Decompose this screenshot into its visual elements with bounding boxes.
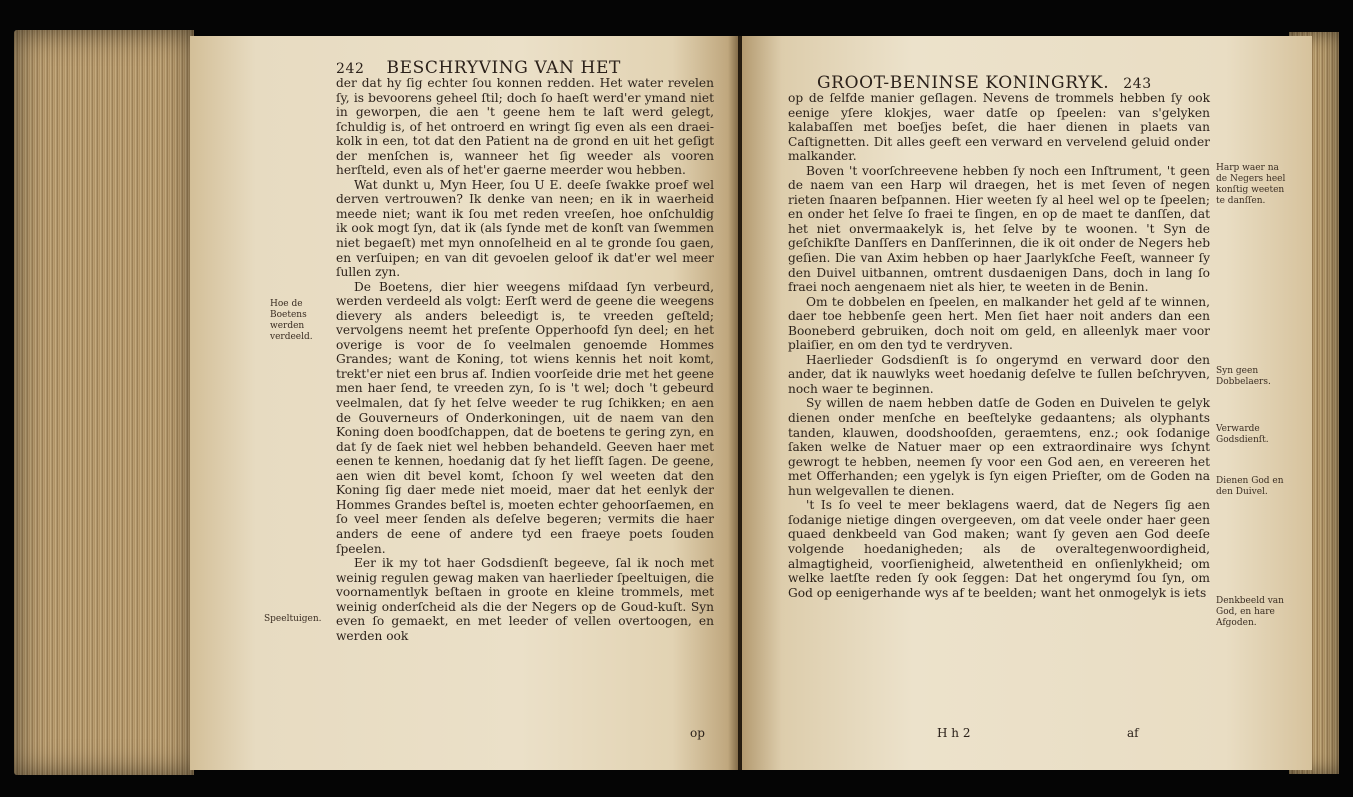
right-margin-note: Denkbeeld van God, en hare Afgoden. xyxy=(1216,596,1284,628)
right-catchword: af xyxy=(1127,726,1139,740)
right-page xyxy=(742,36,1312,770)
right-margin-note: Dienen God en den Duivel. xyxy=(1216,476,1284,497)
right-paragraph: Haerlieder Godsdienſt is ſo ongerymd en verward door den ander, dat ik nauwlyks weet hoedanig deſelve te ſullen beſchryven, noch waer te beginnen. xyxy=(788,352,1210,396)
left-running-head xyxy=(336,58,621,78)
left-head-title: BESCHRYVING VAN HET xyxy=(386,58,621,78)
right-margin-note: Harp waer na de Negers heel konſtig weeten te danſſen. xyxy=(1216,163,1286,206)
right-page-number: 243 xyxy=(1123,76,1152,92)
left-paragraph: Wat dunkt u, Myn Heer, ſou U E. deeſe ſwakke proef wel derven vertrouwen? Ik denke van neen; en ik in waerheid meede niet; want ik ſou met reden vreeſen, hoe onſchuldig ik ook mogt ſyn, dat ik (als ſynde met de konſt van ſwemmen niet begaeſt) met myn onnoſelheid en al te gronde ſou gaen, en verſuipen; en van dit gevoelen geloof ik dat'er wel meer ſullen zyn. xyxy=(336,177,714,280)
right-paragraph: Boven 't voorſchreevene hebben ſy noch een Inſtrument, 't geen de naem van een Harp wil draegen, het is met ſeven of negen rieten ſnaaren beſpannen. Hier weeten ſy al heel wel op te ſpeelen; en onder het ſelve ſo fraei te ſingen, en op de maet te danſſen, dat het niet onvermaakelyk is, het ſelve by te woonen. 't Syn de geſchikſte Danſſers en Danſſerinnen, die ik oit onder de Negers heb geſien. Die van Axim hebben op haer Jaarlykſche Feeſt, wanneer ſy den Duivel uitbannen, omtrent dusdaenigen Dans, doch in lang ſo fraei noch aengenaem niet als hier, te weeten in de Benin. xyxy=(788,163,1210,295)
right-paragraph: op de ſelfde manier geſlagen. Nevens de trommels hebben ſy ook eenige yſere klokjes, waer datſe op ſpeelen: van s'gelyken kalabaſſen met boeſjes beſet, die haer dienen in plaets van Caſtignetten. Dit alles geeft een verward en vervelend geluid onder malkander. xyxy=(788,91,1210,164)
right-head-title: GROOT-BENINSE KONINGRYK. xyxy=(817,73,1110,93)
right-running-head xyxy=(817,73,1152,93)
right-paragraph: Sy willen de naem hebben datſe de Goden en Duivelen te gelyk dienen onder menſche en beeſtelyke gedaantens; als olyphants tanden, klauwen, doodshooſden, geraemtens, enz.; ook ſodanige ſaken welke de Natuer maer op een extraordinaire wys ſchynt gewrogt te hebben, neemen ſy voor een God aen, en vereeren het met Offerhanden; een ygelyk is ſyn eigen Prieſter, om de Goden na hun welgevallen te dienen. xyxy=(788,396,1210,498)
left-paragraph: Eer ik my tot haer Godsdienſt begeeve, ſal ik noch met weinig regulen gewag maken van haerlieder ſpeeltuigen, die voornamentlyk beſtaen in groote en kleine trommels, met weinig onderſcheid als die der Negers op de Goud-kuſt. Syn even ſo gemaekt, en met leeder of vellen overtoogen, en werden ook xyxy=(336,556,714,643)
left-catchword: op xyxy=(690,726,705,740)
left-text-block xyxy=(336,76,714,643)
right-margin-note: Syn geen Dobbelaers. xyxy=(1216,366,1271,387)
left-page xyxy=(190,36,738,770)
left-paragraph: De Boetens, dier hier weegens miſdaad ſyn verbeurd, werden verdeeld als volgt: Eerſt werd de geene die weegens dievery als anders beleedigt is, te vreeden geſteld; vervolgens neemt het preſente Opperhoofd ſyn deel; en het overige is voor de ſo veelmalen genoemde Hommes Grandes; want de Koning, tot wiens kennis het noit komt, trekt'er niet een brus af. Indien voorſeide drie met het geene men haer ſend, te vreeden zyn, ſo is 't wel; doch 't gebeurd veelmalen, dat ſy het ſelve weeder te rug ſchikken; en aen de Gouverneurs of Onderkoningen, uit de naem van den Koning doen boodſchappen, dat de boetens te gering zyn, en dat ſy de ſaek niet wel hebben behandeld. Geeven haer met eenen te kennen, hoedanig dat ſy het liefſt ſagen. De geene, aen wien dit bevel komt, ſchoon ſy wel weeten dat den Koning ſig daer mede niet moeid, maer dat het eenlyk der Hommes Grandes beſtel is, moeten echter gehoorſaemen, en ſo veel meer ſenden als deſelve begeren; vermits die haer anders de eene of andere tyd een fraeye poets ſouden ſpeelen. xyxy=(336,279,714,556)
left-page-edges xyxy=(14,30,194,775)
left-page-number: 242 xyxy=(336,61,365,77)
right-paragraph: Om te dobbelen en ſpeelen, en malkander het geld af te winnen, daer toe hebbenſe geen hert. Men ſiet haer noit anders dan een Booneberd gebruiken, doch noit om geld, en alleenlyk maer voor plaiſier, en om den tyd te verdryven. xyxy=(788,294,1210,353)
signature-mark: H h 2 xyxy=(937,726,971,740)
left-margin-note: Speeltuigen. xyxy=(264,614,322,624)
left-margin-note: Hoe de Boetens werden verdeeld. xyxy=(270,299,313,342)
right-margin-note: Verwarde Godsdienſt. xyxy=(1216,424,1269,445)
right-text-block xyxy=(788,91,1210,600)
right-paragraph: 't Is ſo veel te meer beklagens waerd, dat de Negers ſig aen ſodanige nietige dingen overgeeven, om dat veele onder haer geen quaed denkbeeld van God maken; want ſy geven aen God deeſe volgende hoedanigheden; als de overaltegenwoordigheid, almagtigheid, voorſienigheid, alwetentheid en onſienlykheid; om welke laetſte reden ſy ook ſeggen: Dat het ongerymd ſou ſyn, om God op eenigerhande wys af te beelden; want het onmogelyk is iets xyxy=(788,498,1210,600)
left-paragraph: der dat hy ſig echter ſou konnen redden. Het water revelen ſy, is bevoorens geheel ſtil; doch ſo haeſt werd'er ymand niet in geworpen, die aen 't geene hem te laſt werd gelegt, ſchuldig is, of het ontroerd en wringt ſig even als een draei-kolk in een, tot dat den Patient na de grond en uit het geſigt der menſchen is, wanneer het ſig weeder als vooren herſteld, even als of het'er gaerne meerder wou hebben. xyxy=(336,76,714,178)
